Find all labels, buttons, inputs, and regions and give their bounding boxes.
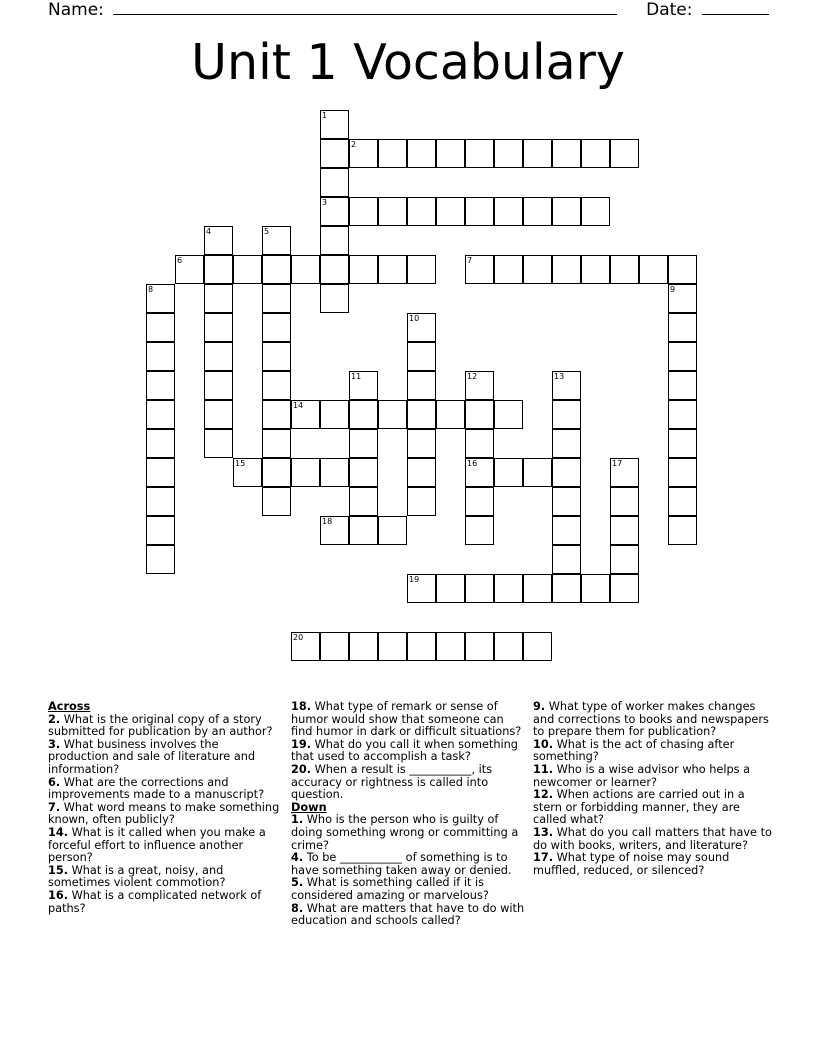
grid-cell[interactable] [233, 255, 262, 284]
grid-cell[interactable] [320, 255, 349, 284]
clue-number: 3 [322, 198, 328, 207]
grid-cell[interactable] [668, 313, 697, 342]
clue-number: 9. [533, 700, 546, 713]
grid-cell[interactable] [407, 197, 436, 226]
clue-number: 16. [48, 888, 69, 902]
grid-cell[interactable] [378, 400, 407, 429]
clue-number: 8 [148, 285, 154, 294]
clue-text: When actions are carried out in a stern or forbidding manner, they are called what? [533, 788, 745, 827]
grid-cell[interactable] [465, 255, 494, 284]
date-label: Date: [646, 0, 693, 20]
grid-cell[interactable] [523, 458, 552, 487]
clue-number: 17 [612, 459, 623, 468]
grid-cell[interactable] [407, 400, 436, 429]
grid-cell[interactable] [204, 371, 233, 400]
grid-cell[interactable] [465, 632, 494, 661]
grid-cell[interactable] [523, 197, 552, 226]
clue-number: 18. [291, 700, 312, 713]
clue-number: 13 [554, 372, 565, 381]
grid-cell[interactable] [378, 197, 407, 226]
grid-cell[interactable] [146, 429, 175, 458]
grid-cell[interactable] [320, 516, 349, 545]
grid-cell[interactable] [552, 255, 581, 284]
grid-cell[interactable] [204, 342, 233, 371]
grid-cell[interactable] [146, 487, 175, 516]
clue-text: What type of noise may sound muffled, reduced, or silenced? [533, 851, 730, 877]
grid-cell[interactable] [320, 197, 349, 226]
clue-number: 10 [409, 314, 420, 323]
clue [48, 714, 280, 739]
grid-cell[interactable] [552, 458, 581, 487]
clue-number: 14. [48, 825, 69, 839]
grid-cell[interactable] [146, 371, 175, 400]
grid-cell[interactable] [320, 284, 349, 313]
grid-cell[interactable] [204, 400, 233, 429]
clue-text: What are the corrections and improvements made to a manuscript? [48, 775, 265, 802]
grid-cell[interactable] [552, 371, 581, 400]
clue-number: 10. [533, 737, 554, 751]
clue-text: What business involves the production and sale of literature and information? [48, 737, 256, 776]
grid-cell[interactable] [552, 400, 581, 429]
grid-cell[interactable] [668, 342, 697, 371]
clue-number: 4 [206, 227, 212, 236]
clue-number: 9 [670, 285, 676, 294]
grid-cell[interactable] [552, 487, 581, 516]
grid-cell[interactable] [552, 429, 581, 458]
clues-column-3 [533, 701, 773, 877]
clue-text: What do you call matters that have to do with books, writers, and literature? [533, 825, 772, 852]
grid-cell[interactable] [146, 545, 175, 574]
clue [291, 764, 527, 802]
grid-cell[interactable] [668, 284, 697, 313]
page-title: Unit 1 Vocabulary [191, 34, 625, 91]
grid-cell[interactable] [407, 371, 436, 400]
grid-cell[interactable] [349, 400, 378, 429]
clue-number: 13. [533, 825, 554, 839]
clue-number: 6. [48, 775, 61, 789]
clue [533, 764, 773, 789]
grid-cell[interactable] [320, 110, 349, 139]
grid-cell[interactable] [204, 429, 233, 458]
grid-cell[interactable] [146, 342, 175, 371]
grid-cell[interactable] [349, 255, 378, 284]
grid-cell[interactable] [407, 255, 436, 284]
grid-cell[interactable] [146, 313, 175, 342]
grid-cell[interactable] [436, 197, 465, 226]
clue [533, 701, 773, 739]
grid-cell[interactable] [349, 632, 378, 661]
grid-cell[interactable] [465, 487, 494, 516]
section-heading: Across [48, 700, 91, 713]
grid-cell[interactable] [291, 400, 320, 429]
grid-cell[interactable] [291, 255, 320, 284]
grid-cell[interactable] [581, 197, 610, 226]
grid-cell[interactable] [320, 632, 349, 661]
grid-cell[interactable] [436, 400, 465, 429]
clue [48, 802, 280, 827]
grid-cell[interactable] [610, 516, 639, 545]
grid-cell[interactable] [320, 139, 349, 168]
grid-cell[interactable] [320, 400, 349, 429]
clue-number: 14 [293, 401, 304, 410]
grid-cell[interactable] [262, 313, 291, 342]
grid-cell[interactable] [407, 632, 436, 661]
grid-cell[interactable] [407, 574, 436, 603]
grid-cell[interactable] [552, 516, 581, 545]
clue-number: 20. [291, 762, 312, 776]
clue-number: 19. [291, 737, 312, 751]
grid-cell[interactable] [262, 226, 291, 255]
grid-cell[interactable] [552, 574, 581, 603]
grid-cell[interactable] [349, 516, 378, 545]
grid-cell[interactable] [523, 574, 552, 603]
clues-column-2 [291, 701, 527, 928]
clue-text: To be ___________ of something is to have something taken away or denied. [291, 851, 512, 877]
grid-cell[interactable] [378, 632, 407, 661]
clue-number: 12. [533, 788, 554, 802]
grid-cell[interactable] [349, 458, 378, 487]
clue [291, 701, 527, 739]
clue-number: 1. [291, 813, 304, 827]
clue [533, 739, 773, 764]
grid-cell[interactable] [494, 255, 523, 284]
clue [533, 852, 773, 877]
grid-cell[interactable] [407, 313, 436, 342]
clue-number: 16 [467, 459, 478, 468]
grid-cell[interactable] [668, 487, 697, 516]
clue-text: What type of remark or sense of humor would show that someone can find humor in dark or difficult situations? [291, 700, 522, 739]
grid-cell[interactable] [465, 516, 494, 545]
grid-cell[interactable] [378, 516, 407, 545]
grid-cell[interactable] [291, 458, 320, 487]
grid-cell[interactable] [581, 255, 610, 284]
clue [48, 865, 280, 890]
grid-cell[interactable] [291, 632, 320, 661]
grid-cell[interactable] [523, 255, 552, 284]
clue [48, 739, 280, 777]
grid-cell[interactable] [407, 458, 436, 487]
clue [291, 814, 527, 852]
grid-cell[interactable] [349, 371, 378, 400]
clue-text: What word means to make something known, often publicly? [48, 800, 280, 827]
clue-text: Who is a wise advisor who helps a newcomer or learner? [533, 762, 751, 789]
clue-text: What is a great, noisy, and sometimes violent commotion? [48, 863, 226, 890]
clue [48, 827, 280, 865]
grid-cell[interactable] [610, 545, 639, 574]
grid-cell[interactable] [436, 632, 465, 661]
grid-cell[interactable] [262, 458, 291, 487]
clue-number: 5. [291, 876, 304, 890]
grid-cell[interactable] [494, 574, 523, 603]
grid-cell[interactable] [668, 255, 697, 284]
grid-cell[interactable] [494, 458, 523, 487]
grid-cell[interactable] [146, 458, 175, 487]
grid-cell[interactable] [349, 139, 378, 168]
grid-cell[interactable] [320, 226, 349, 255]
name-label: Name: [48, 0, 104, 20]
grid-cell[interactable] [349, 429, 378, 458]
clue-number: 2 [351, 140, 357, 149]
grid-cell[interactable] [436, 574, 465, 603]
clue-text: What is the original copy of a story submitted for publication by an author? [48, 712, 273, 739]
grid-cell[interactable] [262, 429, 291, 458]
grid-cell[interactable] [552, 197, 581, 226]
grid-cell[interactable] [494, 632, 523, 661]
grid-cell[interactable] [581, 139, 610, 168]
grid-cell[interactable] [610, 255, 639, 284]
grid-cell[interactable] [494, 400, 523, 429]
clue [48, 777, 280, 802]
clue-number: 15 [235, 459, 246, 468]
clue-text: What type of worker makes changes and corrections to books and newspapers to prepare them for publication? [533, 700, 769, 739]
grid-cell[interactable] [175, 255, 204, 284]
grid-cell[interactable] [668, 429, 697, 458]
grid-cell[interactable] [320, 168, 349, 197]
clue-number: 3. [48, 737, 61, 751]
grid-cell[interactable] [610, 487, 639, 516]
clue-text: What is something called if it is considered amazing or marvelous? [291, 876, 489, 902]
clue-number: 19 [409, 575, 420, 584]
clue-number: 7. [48, 800, 61, 814]
clue-number: 17. [533, 851, 554, 865]
grid-cell[interactable] [552, 139, 581, 168]
grid-cell[interactable] [668, 400, 697, 429]
clue-number: 8. [291, 901, 304, 915]
clue-number: 4. [291, 851, 304, 865]
grid-cell[interactable] [146, 400, 175, 429]
grid-cell[interactable] [407, 487, 436, 516]
grid-cell[interactable] [378, 255, 407, 284]
grid-cell[interactable] [146, 516, 175, 545]
grid-cell[interactable] [610, 139, 639, 168]
clue-text: What is it called when you make a forceful effort to influence another person? [48, 825, 266, 865]
grid-cell[interactable] [639, 255, 668, 284]
grid-cell[interactable] [262, 255, 291, 284]
grid-cell[interactable] [668, 458, 697, 487]
grid-cell[interactable] [465, 458, 494, 487]
grid-cell[interactable] [320, 458, 349, 487]
clues-column-1 [48, 701, 280, 915]
clue-text: When a result is ___________, its accuracy or rightness is called into question. [291, 762, 493, 802]
grid-cell[interactable] [146, 284, 175, 313]
grid-cell[interactable] [204, 313, 233, 342]
clue-text: What are matters that have to do with education and schools called? [291, 901, 525, 928]
grid-cell[interactable] [378, 139, 407, 168]
clue-text: What do you call it when something that used to accomplish a task? [291, 737, 518, 764]
clue-number: 1 [322, 111, 328, 120]
clue-number: 11 [351, 372, 362, 381]
grid-cell[interactable] [494, 139, 523, 168]
grid-cell[interactable] [262, 342, 291, 371]
clue-number: 15. [48, 863, 69, 877]
grid-cell[interactable] [407, 342, 436, 371]
grid-cell[interactable] [407, 429, 436, 458]
clue-text: What is a complicated network of paths? [48, 888, 262, 915]
grid-cell[interactable] [349, 487, 378, 516]
grid-cell[interactable] [262, 371, 291, 400]
clue [291, 903, 527, 928]
clue-number: 12 [467, 372, 478, 381]
grid-cell[interactable] [465, 371, 494, 400]
grid-cell[interactable] [262, 400, 291, 429]
clue-number: 18 [322, 517, 333, 526]
grid-cell[interactable] [407, 139, 436, 168]
clue-text: Who is the person who is guilty of doing something wrong or committing a crime? [291, 813, 519, 852]
grid-cell[interactable] [204, 255, 233, 284]
grid-cell[interactable] [668, 371, 697, 400]
clue-number: 20 [293, 633, 304, 642]
grid-cell[interactable] [523, 139, 552, 168]
grid-cell[interactable] [523, 632, 552, 661]
clue [291, 739, 527, 764]
clue-number: 11. [533, 762, 554, 776]
grid-cell[interactable] [465, 139, 494, 168]
grid-cell[interactable] [610, 458, 639, 487]
clue [533, 789, 773, 827]
clue-number: 2. [48, 712, 61, 726]
clue-number: 6 [177, 256, 183, 265]
clue-text: What is the act of chasing after something? [533, 737, 735, 764]
grid-cell[interactable] [610, 574, 639, 603]
grid-cell[interactable] [465, 429, 494, 458]
clue [48, 890, 280, 915]
grid-cell[interactable] [465, 574, 494, 603]
grid-cell[interactable] [465, 197, 494, 226]
clue [533, 827, 773, 852]
clue-number: 5 [264, 227, 270, 236]
clue [291, 852, 527, 877]
grid-cell[interactable] [349, 197, 378, 226]
grid-cell[interactable] [552, 545, 581, 574]
grid-cell[interactable] [465, 400, 494, 429]
grid-cell[interactable] [233, 458, 262, 487]
grid-cell[interactable] [668, 516, 697, 545]
section-heading: Down [291, 800, 327, 814]
grid-cell[interactable] [204, 284, 233, 313]
grid-cell[interactable] [262, 487, 291, 516]
grid-cell[interactable] [581, 574, 610, 603]
grid-cell[interactable] [262, 284, 291, 313]
grid-cell[interactable] [204, 226, 233, 255]
grid-cell[interactable] [494, 197, 523, 226]
clue [291, 877, 527, 902]
grid-cell[interactable] [436, 139, 465, 168]
clue-number: 7 [467, 256, 473, 265]
